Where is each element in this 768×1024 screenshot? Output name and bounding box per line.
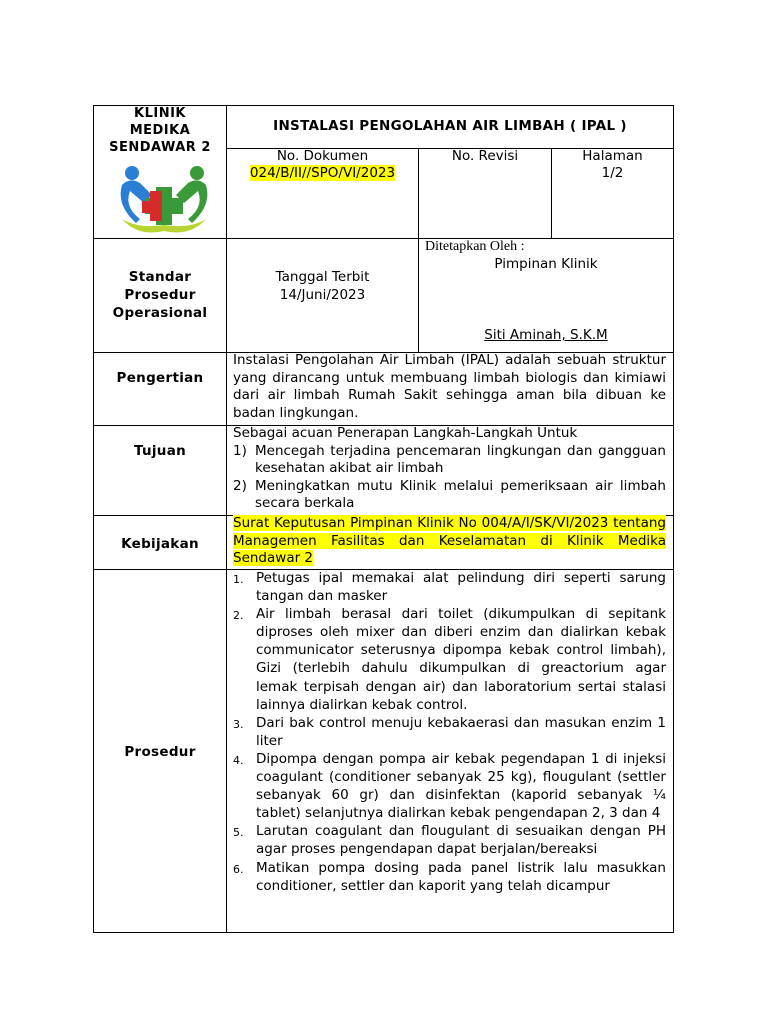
sop-label-line: Standar <box>128 269 192 285</box>
clinic-name-line: SENDAWAR 2 <box>109 140 211 155</box>
tujuan-content <box>233 425 666 513</box>
row-divider <box>93 238 674 239</box>
pimpinan-name-wrap <box>419 327 673 343</box>
prosedur-step <box>227 750 666 822</box>
ditetapkan-label: Ditetapkan Oleh : <box>425 239 525 254</box>
revisi-label: No. Revisi <box>451 148 519 164</box>
table-border-left <box>93 105 94 933</box>
sop-label <box>94 268 226 322</box>
tujuan-item-number: 2) <box>233 477 247 494</box>
table-border-bottom <box>93 932 674 933</box>
tanggal-terbit-block <box>227 268 418 304</box>
prosedur-step <box>227 859 666 895</box>
pimpinan-name: Siti Aminah, S.K.M <box>484 327 608 343</box>
tujuan-item <box>233 443 666 478</box>
revisi-block <box>419 148 551 165</box>
prosedur-step-number: 1. <box>233 573 244 586</box>
tujuan-intro: Sebagai acuan Penerapan Langkah-Langkah Untuk <box>233 425 578 441</box>
sop-label-line: Operasional <box>112 305 208 321</box>
halaman-value: 1/2 <box>601 165 624 181</box>
kebijakan-text-wrap <box>233 515 666 568</box>
prosedur-step-text: Petugas ipal memakai alat pelindung diri seperti sarung tangan dan masker <box>256 570 666 605</box>
prosedur-step-text: Air limbah berasal dari toilet (dikumpulkan di sepitank diproses oleh mixer dan diberi enzim dan dialirkan kebak communicator seterusnya dipompa kebak control limbah), Gizi (terlebih dahulu dikumpulkan di greactorium agar lemak terpisah dengan air) dan laboratorium sertai stalasi lainnya dialirkan kebak control. <box>256 606 666 713</box>
prosedur-step-number: 3. <box>233 717 244 731</box>
tujuan-item-number: 1) <box>233 442 247 459</box>
column-divider <box>418 148 419 353</box>
prosedur-step-text: Matikan pompa dosing pada panel listrik lalu masukkan conditioner, settler dan kaporit yang telah dicampur <box>256 859 666 894</box>
halaman-block <box>552 148 673 182</box>
kebijakan-text: Surat Keputusan Pimpinan Klinik No 004/A/I/SK/VI/2023 tentang Managemen Fasilitas dan Keselamatan di Klinik Medika Sendawar 2 <box>233 515 666 566</box>
pengertian-label: Pengertian <box>116 370 204 386</box>
clinic-name-line: KLINIK <box>134 106 186 121</box>
prosedur-step <box>227 569 666 605</box>
prosedur-step-text: Dipompa dengan pompa air kebak pegendapan 1 di injeksi coagulant (conditioner sebanyak 25 kg), flougulant (settler sebanyak 60 gr) dan disinfektan (kaporid sebanyak ¼ tablet) selanjutnya dialirkan kebak pengendapan 2, 3 dan 4 <box>256 750 666 822</box>
tujuan-item-text: Mencegah terjadina pencemaran lingkungan dan gangguan kesehatan akibat air limbah <box>255 442 666 476</box>
sop-label-line: Prosedur <box>124 287 196 303</box>
clinic-logo-icon <box>118 163 210 237</box>
prosedur-step <box>227 714 666 750</box>
pengertian-text: Instalasi Pengolahan Air Limbah (IPAL) adalah sebuah struktur yang dirancang untuk membuang limbah biologis dan kimiawi dari air limbah Rumah Sakit sehingga aman bila dibuan ke badan lingkungan. <box>233 352 666 421</box>
prosedur-step-number: 4. <box>233 753 244 767</box>
dokumen-block <box>227 148 418 182</box>
pimpinan-role: Pimpinan Klinik <box>494 256 598 272</box>
table-border-right <box>673 105 674 933</box>
kebijakan-label: Kebijakan <box>121 536 199 552</box>
prosedur-step <box>227 605 666 714</box>
tanggal-terbit-label: Tanggal Terbit <box>275 269 370 285</box>
tanggal-terbit-value: 14/Juni/2023 <box>279 287 366 303</box>
prosedur-step <box>227 822 666 858</box>
tujuan-item-text: Meningkatkan mutu Klinik melalui pemeriksaan air limbah secara berkala <box>255 477 666 511</box>
clinic-name-line: MEDIKA <box>129 123 191 138</box>
prosedur-list <box>227 569 666 895</box>
prosedur-step-text: Larutan coagulant dan flougulant di sesuaikan dengan PH agar proses pengendapan dapat berjalan/bereaksi <box>256 823 666 858</box>
prosedur-label: Prosedur <box>124 744 196 760</box>
dokumen-number: 024/B/II//SPO/VI/2023 <box>249 165 396 181</box>
dokumen-label: No. Dokumen <box>276 148 369 164</box>
halaman-label: Halaman <box>582 148 643 164</box>
prosedur-step-number: 2. <box>233 609 244 623</box>
tujuan-item <box>233 478 666 513</box>
prosedur-step-text: Dari bak control menuju kebakaerasi dan masukan enzim 1 liter <box>256 714 666 749</box>
prosedur-step-number: 5. <box>233 826 244 840</box>
tujuan-label: Tujuan <box>133 443 187 459</box>
prosedur-step-number: 6. <box>233 862 244 876</box>
clinic-name <box>94 105 226 156</box>
document-title: INSTALASI PENGOLAHAN AIR LIMBAH ( IPAL ) <box>273 118 627 134</box>
prosedur-content <box>227 569 666 895</box>
